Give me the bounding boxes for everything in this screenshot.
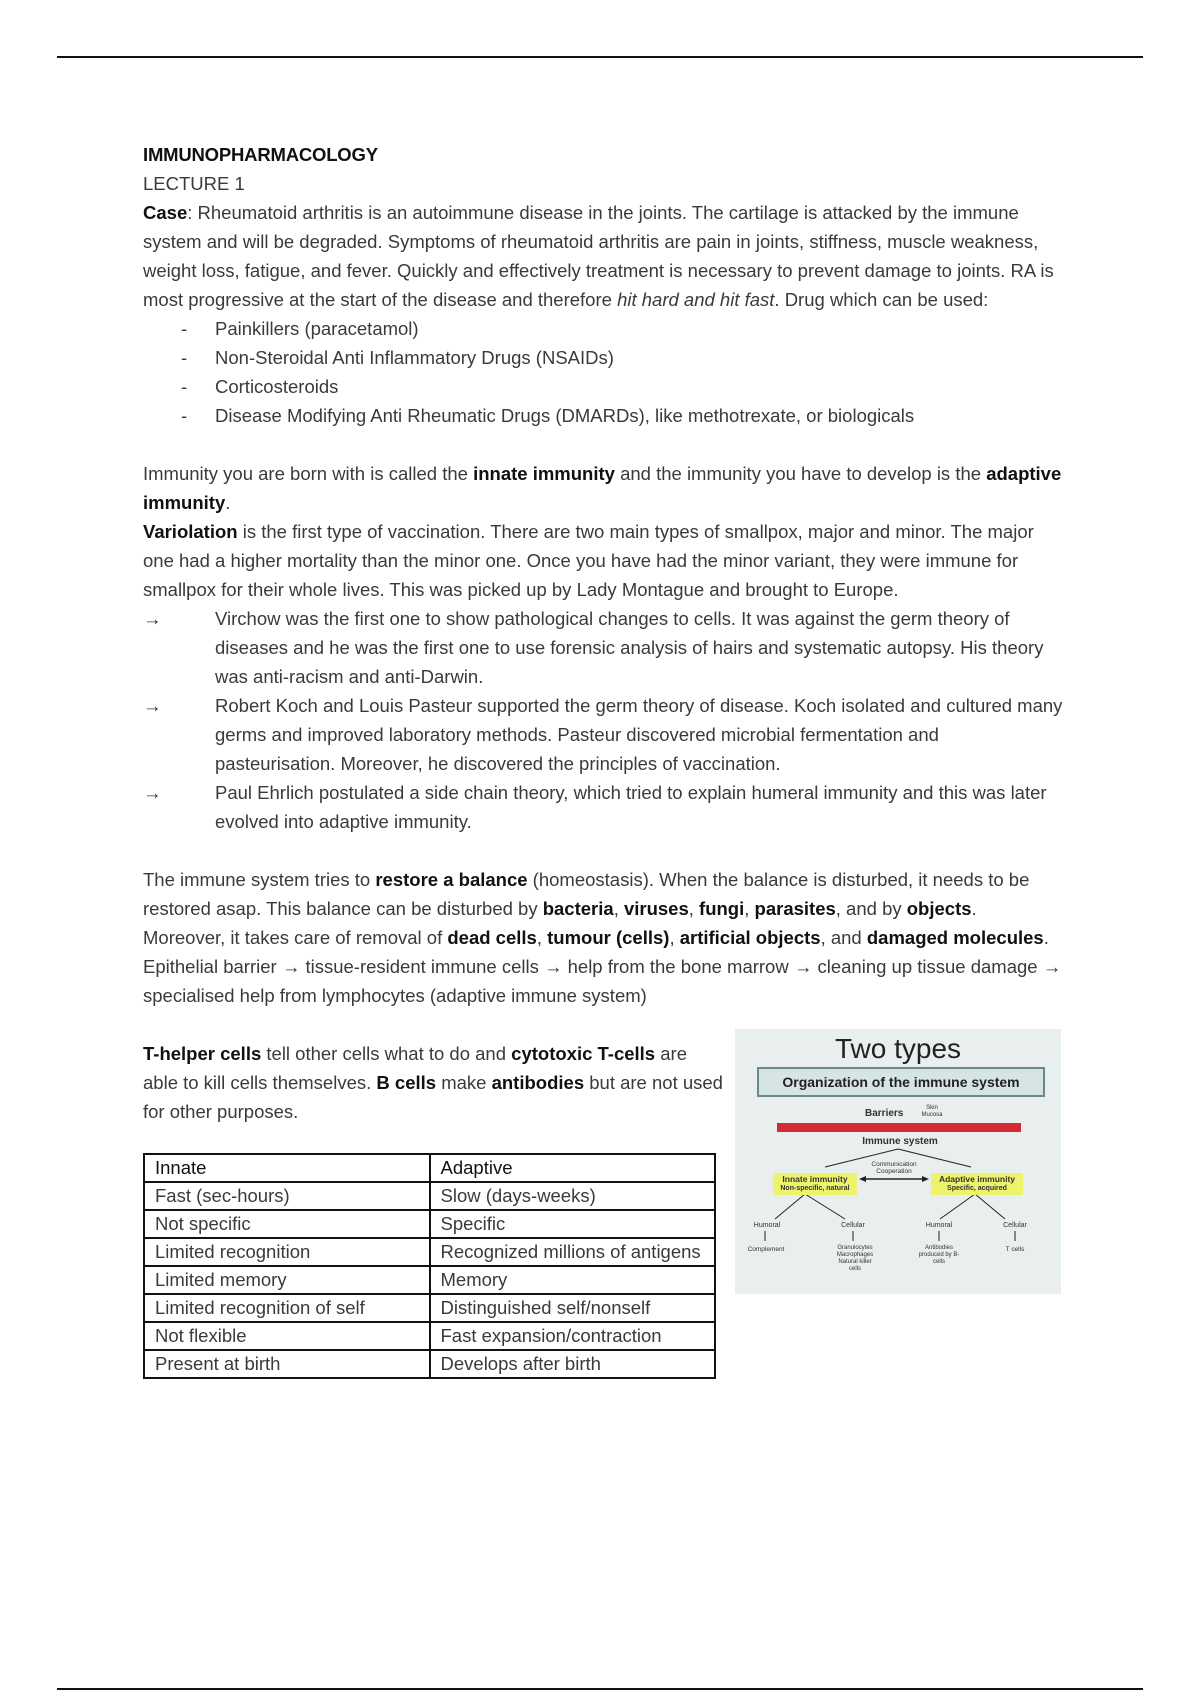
table-row: Not specific Specific [144, 1210, 715, 1238]
tcells-label: T cells [1005, 1246, 1025, 1253]
variolation-paragraph: Variolation is the first type of vaccination. There are two main types of smallpox, major and minor. The major one had a higher mortality than the minor one. Once you have had the minor variant, they were immune for smallpox for their whole lives. This was picked up by Lady Montague and brought to Europe. [143, 521, 1034, 600]
figure-title: Two types [834, 1033, 962, 1064]
arrow-icon: → [143, 695, 162, 716]
lecture-label: LECTURE 1 [143, 173, 245, 194]
barriers-sub: Skin Mucosa [921, 1105, 943, 1118]
drug-list [143, 314, 1063, 430]
case-label: Case [143, 202, 188, 223]
cellular-label-2: Cellular [1003, 1222, 1027, 1229]
arrow-icon: → [143, 608, 162, 629]
list-item: - Painkillers (paracetamol) [143, 314, 1063, 343]
innate-vs-adaptive-table [143, 1153, 716, 1379]
list-item: → Robert Koch and Louis Pasteur supported the germ theory of disease. Koch isolated and cultured many germs and improved laboratory methods. Pasteur discovered microbial fermentation and pasteurisation. Moreover, he discovered the principles of vaccination. [143, 691, 1063, 778]
case-emphasis: hit hard and hit fast [617, 289, 775, 310]
document-body [143, 140, 1063, 1419]
list-item: → Virchow was the first one to show pathological changes to cells. It was against the germ theory of diseases and he was the first one to use forensic analysis of hairs and systematic autopsy. His theory was anti-racism and anti-Darwin. [143, 604, 1063, 691]
antibodies-label: Antibodies produced by B-cells [918, 1245, 960, 1265]
communication-label: Communication Cooperation [871, 1161, 917, 1175]
figure-box-title: Organization of the immune system [757, 1067, 1045, 1097]
list-item: - Corticosteroids [143, 372, 1063, 401]
humoral-label-1: Humoral [753, 1222, 781, 1229]
document-title: IMMUNOPHARMACOLOGY [143, 144, 378, 165]
cells-section [143, 1033, 1063, 1419]
immune-system-figure [735, 1029, 1061, 1294]
table-header-row [144, 1154, 715, 1182]
adaptive-immunity-box: Adaptive immunity Specific, acquired [931, 1173, 1023, 1195]
list-item: - Disease Modifying Anti Rheumatic Drugs (DMARDs), like methotrexate, or biologicals [143, 401, 1063, 430]
arrow-icon: → [143, 782, 162, 803]
table-row: Limited memory Memory [144, 1266, 715, 1294]
balance-paragraph: The immune system tries to restore a balance (homeostasis). When the balance is disturbed, it needs to be restored asap. This balance can be disturbed by bacteria, viruses, fungi, parasites, and by objects. Moreover, it takes care of removal of dead cells, tumour (cells), artificial objects, and damaged molecules. [143, 869, 1049, 948]
table-header-cell: Adaptive [430, 1154, 716, 1182]
table-row: Present at birth Develops after birth [144, 1350, 715, 1378]
innate-cells-label: Granulocytes Macrophages Natural killer cells [836, 1245, 874, 1272]
barriers-label: Barriers [865, 1108, 904, 1119]
innate-immunity-box: Innate immunity Non-specific, natural [773, 1173, 857, 1195]
case-paragraph: Case: Rheumatoid arthritis is an autoimmune disease in the joints. The cartilage is attacked by the immune system and will be degraded. Symptoms of rheumatoid arthritis are pain in joints, stiffness, muscle weakness, weight loss, fatigue, and fever. Quickly and effectively treatment is necessary to prevent damage to joints. RA is most progressive at the start of the disease and therefore hit hard and hit fast. Drug which can be used: [143, 202, 1054, 310]
immunity-paragraph: Immunity you are born with is called the innate immunity and the immunity you have to develop is the adaptive immunity. [143, 463, 1062, 513]
immune-system-label: Immune system [862, 1136, 938, 1147]
list-item: - Non-Steroidal Anti Inflammatory Drugs (NSAIDs) [143, 343, 1063, 372]
history-list [143, 604, 1063, 836]
table-row: Limited recognition Recognized millions of antigens [144, 1238, 715, 1266]
complement-label: Complement [747, 1246, 785, 1253]
bottom-rule [57, 1688, 1143, 1690]
top-rule [57, 56, 1143, 58]
table-row: Not flexible Fast expansion/contraction [144, 1322, 715, 1350]
humoral-label-2: Humoral [925, 1222, 953, 1229]
defense-chain: Epithelial barrier → tissue-resident immune cells → help from the bone marrow → cleaning up tissue damage → specialised help from lymphocytes (adaptive immune system) [143, 956, 1062, 1006]
table-header-cell: Innate [144, 1154, 430, 1182]
variolation-term: Variolation [143, 521, 238, 542]
cellular-label-1: Cellular [841, 1222, 865, 1229]
list-item: → Paul Ehrlich postulated a side chain theory, which tried to explain humeral immunity and this was later evolved into adaptive immunity. [143, 778, 1063, 836]
cells-paragraph: T-helper cells tell other cells what to do and cytotoxic T-cells are able to kill cells themselves. B cells make antibodies but are not used for other purposes. [143, 1043, 723, 1122]
table-row: Limited recognition of self Distinguished self/nonself [144, 1294, 715, 1322]
table-row: Fast (sec-hours) Slow (days-weeks) [144, 1182, 715, 1210]
